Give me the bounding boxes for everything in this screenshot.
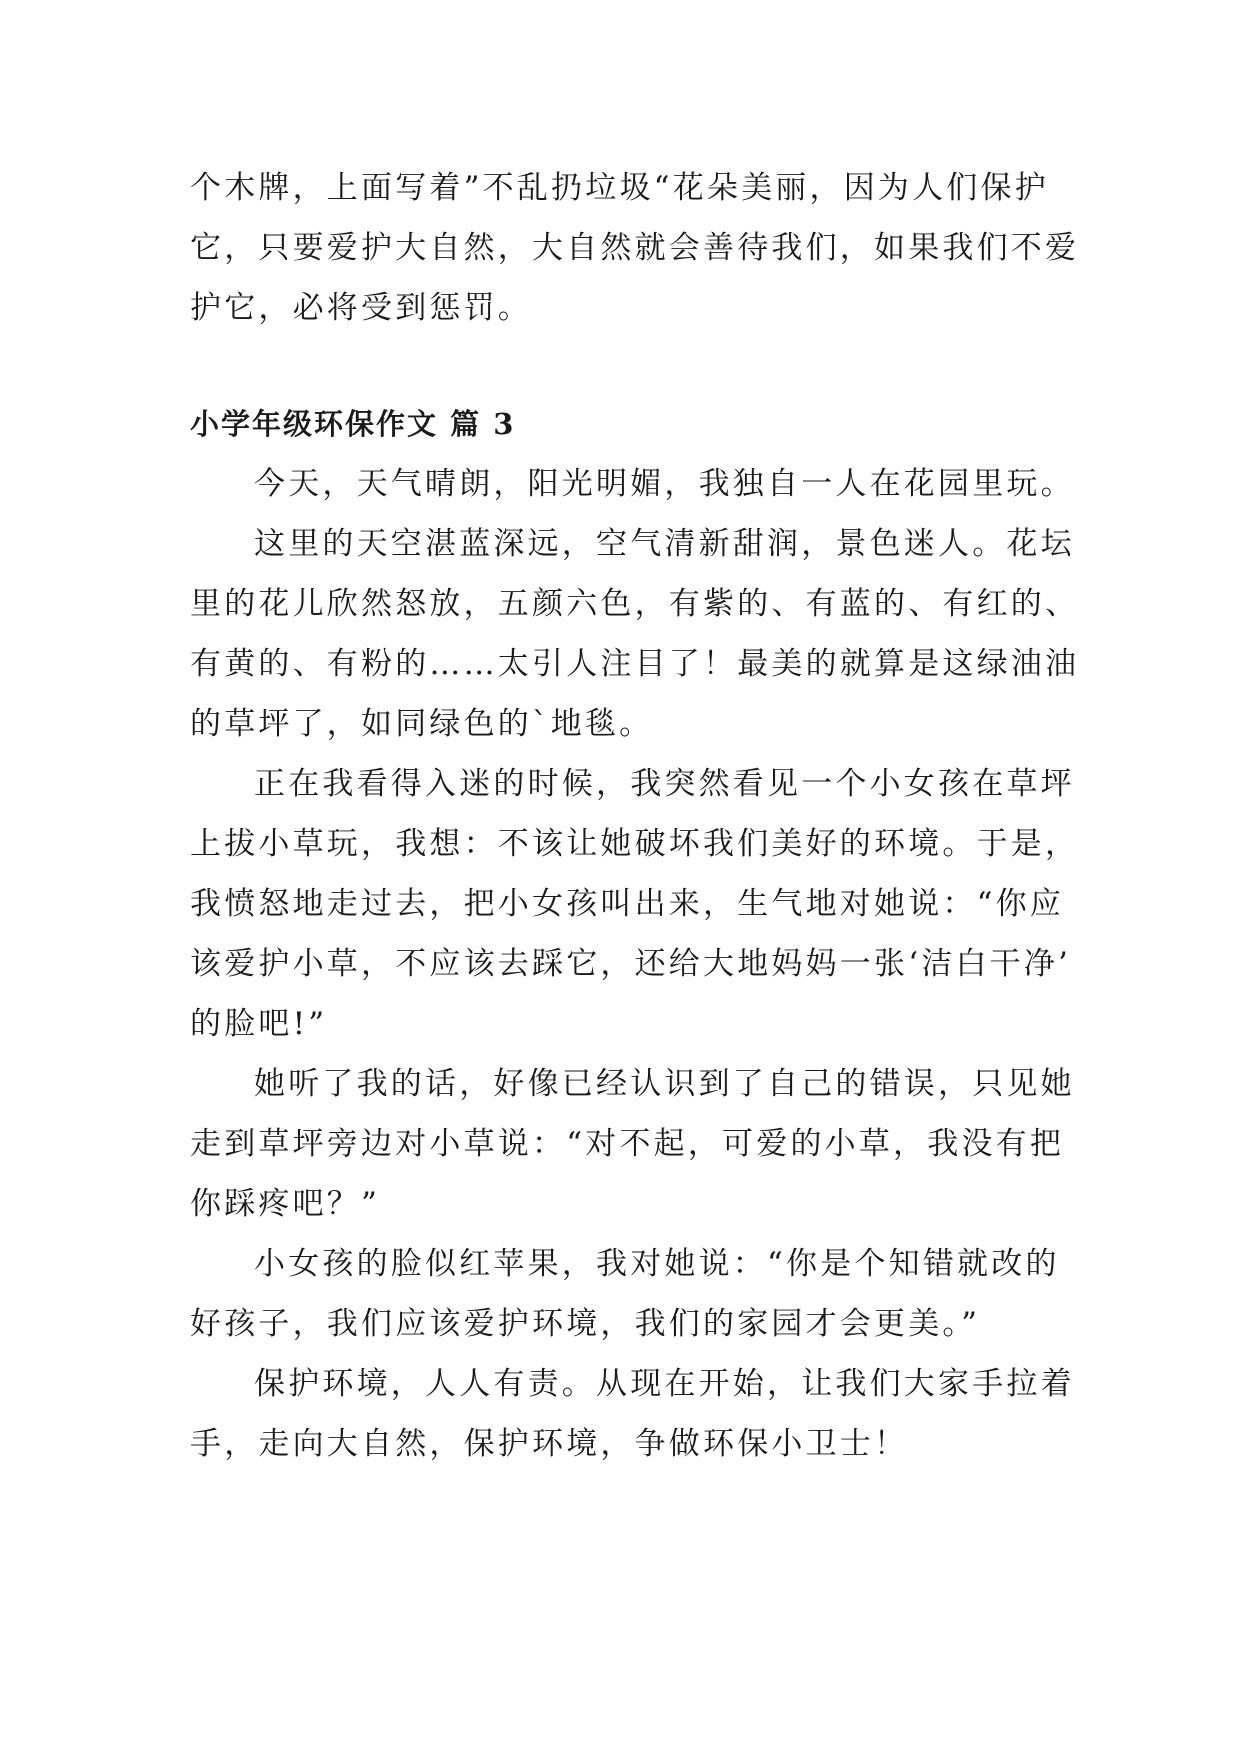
text-line: 它，只要爱护大自然，大自然就会善待我们，如果我们不爱 [190, 230, 1080, 266]
paragraph-6 [190, 1354, 1075, 1474]
text-line: 小女孩的脸似红苹果，我对她说：“你是个知错就改的 [254, 1246, 1060, 1282]
text-line: 她听了我的话，好像已经认识到了自己的错误，只见她 [254, 1066, 1075, 1102]
paragraph-2 [190, 514, 1080, 754]
section-heading: 小学年级环保作文 篇 3 [190, 407, 516, 441]
text-line: 上拔小草玩，我想：不该让她破坏我们美好的环境。于是， [190, 826, 1080, 862]
section-gap [190, 338, 1070, 394]
text-line: 好孩子，我们应该爱护环境，我们的家园才会更美。” [190, 1306, 981, 1342]
paragraph-3 [190, 754, 1080, 1054]
text-line: 有黄的、有粉的……太引人注目了！最美的就算是这绿油油 [190, 646, 1080, 682]
document-body [190, 158, 1080, 1474]
text-line: 保护环境，人人有责。从现在开始，让我们大家手拉着 [254, 1366, 1075, 1402]
text-line: 个木牌，上面写着”不乱扔垃圾“花朵美丽，因为人们保护 [190, 170, 1049, 206]
text-line: 手，走向大自然，保护环境，争做环保小卫士！ [190, 1426, 909, 1462]
text-line: 护它，必将受到惩罚。 [190, 290, 532, 326]
carryover-paragraph [190, 158, 1080, 338]
text-line: 的脸吧!” [190, 1006, 328, 1042]
text-line: 走到草坪旁边对小草说：“对不起，可爱的小草，我没有把 [190, 1126, 1065, 1162]
paragraph-1 [190, 454, 1075, 514]
text-line: 你踩疼吧？” [190, 1186, 381, 1222]
text-line: 里的花儿欣然怒放，五颜六色，有紫的、有蓝的、有红的、 [190, 586, 1080, 622]
text-line: 这里的天空湛蓝深远，空气清新甜润，景色迷人。花坛 [254, 526, 1075, 562]
text-line: 正在我看得入迷的时候，我突然看见一个小女孩在草坪 [254, 766, 1075, 802]
text-line: 的草坪了，如同绿色的`地毯。 [190, 706, 654, 742]
text-line: 该爱护小草，不应该去踩它，还给大地妈妈一张‘洁白干净’ [190, 946, 1072, 982]
text-line: 我愤怒地走过去，把小女孩叫出来，生气地对她说：“你应 [190, 886, 1065, 922]
text-line: 今天，天气晴朗，阳光明媚，我独自一人在花园里玩。 [254, 466, 1075, 502]
paragraph-4 [190, 1054, 1075, 1234]
paragraph-5 [190, 1234, 1070, 1354]
